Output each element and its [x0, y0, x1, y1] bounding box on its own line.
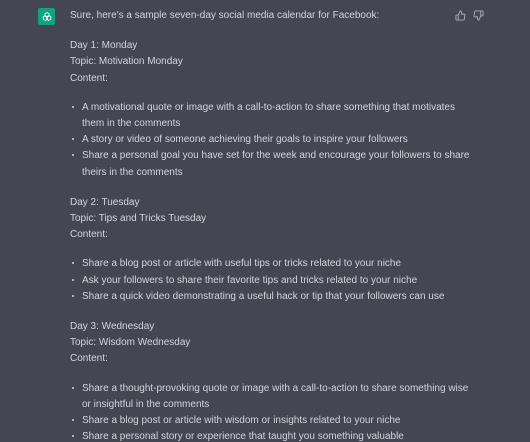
thumbs-down-icon[interactable] — [472, 9, 484, 21]
content-list — [70, 100, 470, 181]
message-content — [70, 8, 470, 442]
list-item: A motivational quote or image with a call-to-action to share something that motivates them in the comments — [70, 100, 470, 132]
content-label: Content: — [70, 353, 108, 365]
thumbs-up-icon[interactable] — [454, 9, 466, 21]
list-item: Share a thought-provoking quote or image with a call-to-action to share something wise or insightful in the comments — [70, 381, 470, 413]
list-item: Share a blog post or article with wisdom or insights related to your niche — [70, 413, 470, 429]
day-section-2 — [70, 195, 470, 305]
content-list — [70, 381, 470, 442]
assistant-logo-icon — [38, 8, 55, 25]
content-label: Content: — [70, 229, 108, 241]
feedback-buttons — [454, 9, 484, 21]
content-list — [70, 256, 470, 305]
list-item: A story or video of someone achieving their goals to inspire your followers — [70, 132, 470, 148]
list-item: Ask your followers to share their favorite tips and tricks related to your niche — [70, 273, 470, 289]
day-topic: Topic: Wisdom Wednesday — [70, 337, 191, 349]
day-topic: Topic: Motivation Monday — [70, 56, 183, 68]
list-item: Share a personal story or experience that taught you something valuable — [70, 429, 470, 442]
list-item: Share a personal goal you have set for the week and encourage your followers to share theirs in the comments — [70, 148, 470, 180]
day-label: Day 2: Tuesday — [70, 196, 140, 208]
content-label: Content: — [70, 72, 108, 84]
day-label: Day 1: Monday — [70, 40, 138, 52]
intro-text: Sure, here's a sample seven-day social media calendar for Facebook: — [70, 10, 380, 21]
day-section-3 — [70, 319, 470, 442]
day-label: Day 3: Wednesday — [70, 321, 155, 333]
list-item: Share a quick video demonstrating a useful hack or tip that your followers can use — [70, 289, 470, 305]
list-item: Share a blog post or article with useful tips or tricks related to your niche — [70, 256, 470, 272]
day-topic: Topic: Tips and Tricks Tuesday — [70, 213, 207, 225]
day-section-1 — [70, 38, 470, 181]
